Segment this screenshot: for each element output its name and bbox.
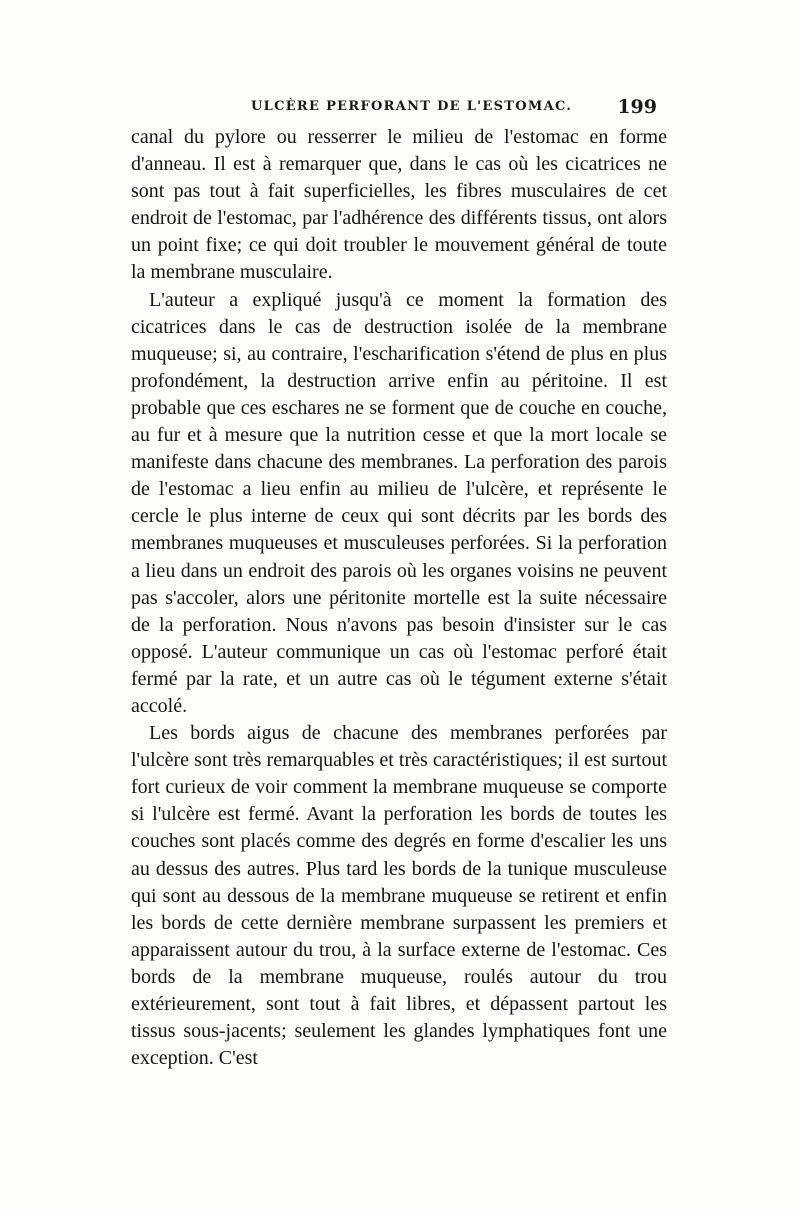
paragraph: canal du pylore ou resserrer le milieu de l'estomac en forme d'anneau. Il est à remarquer que, dans le cas où les cicatrices ne sont pas tout à fait superficielles, les fibres musculaires de cet endroit de l'estomac, par l'adhérence des différents tissus, ont alors un point fixe; ce qui doit troubler le mouvement général de toute la membrane musculaire.: [131, 126, 667, 284]
paragraph: L'auteur a expliqué jusqu'à ce moment la formation des cicatrices dans le cas de destruction isolée de la membrane muqueuse; si, au contraire, l'escharification s'étend de plus en plus profondément, la destruction arrive enfin au péritoine. Il est probable que ces eschares ne se forment que de couche en couche, au fur et à mesure que la nutrition cesse et que la mort locale se manifeste dans chacune des membranes. La perforation des parois de l'estomac a lieu enfin au milieu de l'ulcère, et représente le cercle le plus interne de ceux qui sont décrits par les bords des membranes muqueuses et musculeuses perforées. Si la perforation a lieu dans un endroit des parois où les organes voisins ne peuvent pas s'accoler, alors une péritonite mortelle est la suite nécessaire de la perforation. Nous n'avons pas besoin d'insister sur le cas opposé. L'auteur communique un cas où l'estomac perforé était fermé par la rate, et un autre cas où le tégument externe s'était accolé.: [131, 288, 667, 717]
page-header: [131, 97, 657, 121]
page-number: 199: [617, 96, 657, 118]
paragraph: Les bords aigus de chacune des membranes perforées par l'ulcère sont très remarquables et très caractéristiques; il est surtout fort curieux de voir comment la membrane muqueuse se comporte si l'ulcère est fermé. Avant la perforation les bords de toutes les couches sont placés comme des degrés en forme d'escalier les uns au dessus des autres. Plus tard les bords de la tunique musculeuse qui sont au dessous de la membrane muqueuse se retirent et enfin les bords de cette dernière membrane surpassent les premiers et apparaissent autour du trou, à la surface externe de l'estomac. Ces bords de la membrane muqueuse, roulés autour du trou extérieurement, sont tout à fait libres, et dépassent partout les tissus sous-jacents; seulement les glandes lymphatiques font une exception. C'est: [131, 722, 667, 1070]
running-title: ULCÈRE PERFORANT DE L'ESTOMAC.: [251, 99, 573, 114]
body-text: [131, 124, 667, 1072]
